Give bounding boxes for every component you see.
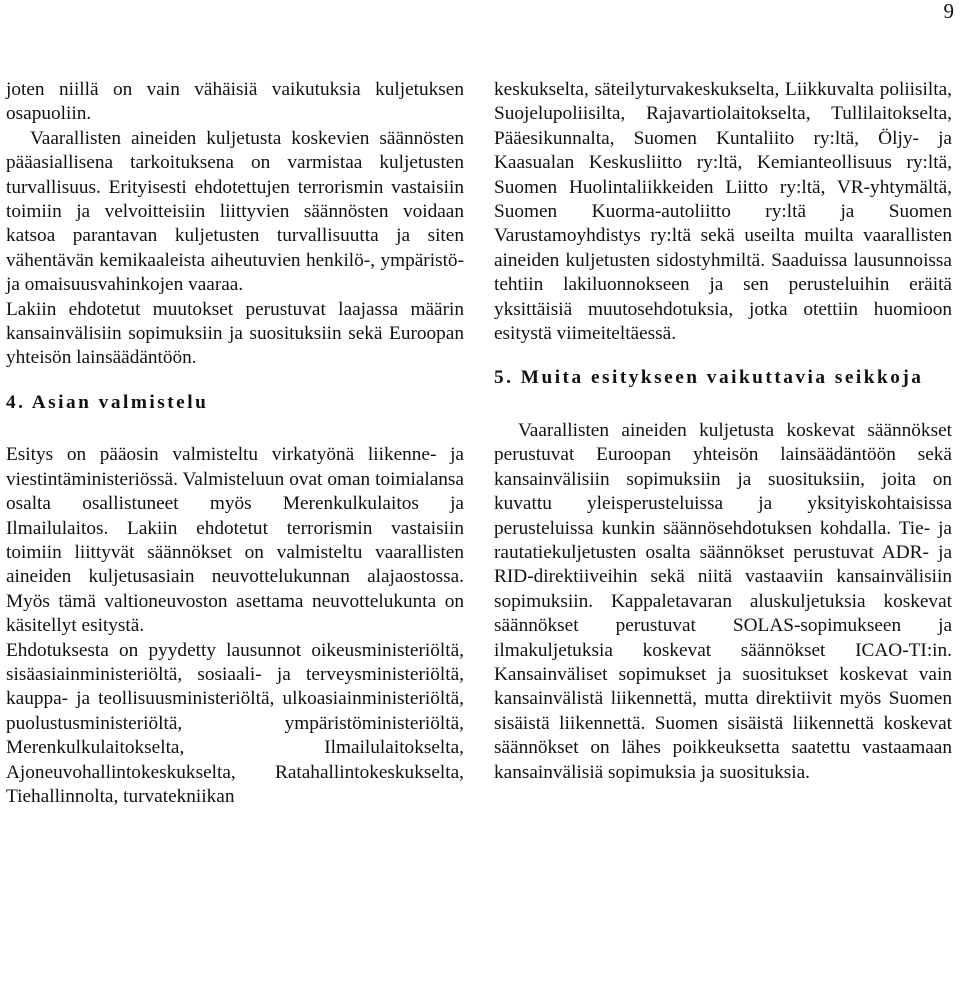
right-paragraph-1: keskukselta, säteilyturvakeskukselta, Liikkuvalta poliisilta, Suojelupoliisilta, Rajavartiolaitokselta, Tullilaitokselta, Pääesikunnalta, Suomen Kuntaliito ry:ltä, Öljy- ja Kaasualan Keskusliitto ry:ltä, Kemianteollisuus ry:ltä, Suomen Huolintaliikkeiden Liitto ry:ltä, VR-yhtymältä, Suomen Kuorma-autoliitto ry:ltä ja Suomen Varustamoyhdistys ry:ltä sekä useilta muilta vaarallisten aineiden kuljetusten sidostyhmiltä. Saaduissa lausunnoissa tehtiin lakiluonnokseen ja sen perusteluihin eräitä yksittäisiä muutosehdotuksia, jotka otettiin huomioon esitystä viimeiteltäessä.: [494, 79, 952, 345]
section-heading-5: 5. Muita esitykseen vaikuttavia seikkoja: [494, 367, 924, 389]
left-paragraph-3: Lakiin ehdotetut muutokset perustuvat laajassa määrin kansainvälisiin sopimuksiin ja suosituksiin sekä Euroopan yhteisön lainsäädäntöön.: [6, 298, 464, 369]
section-heading-4: 4. Asian valmistelu: [6, 391, 209, 413]
right-paragraph-2: Vaarallisten aineiden kuljetusta koskevat säännökset perustuvat Euroopan yhteisön lainsäädäntöön sekä kansainvälisiin sopimuksiin ja suosituksiin, joita on kuvattu yleisperusteluissa ja yksityiskohtaisissa perusteluissa kunkin säännösehdotuksen kohdalla. Tie- ja rautatiekuljetusten osalta säännökset perustuvat ADR- ja RID-direktiiveihin sekä niitä vastaaviin kansainvälisiin sopimuksiin. Kappaletavaran aluskuljetuksia koskevat säännökset perustuvat SOLAS-sopimukseen ja ilmakuljetuksia koskevat säännökset ICAO-TI:in. Kansainväliset sopimukset ja suositukset koskevat vain kansainvälistä liikennettä, mutta direktiivit myös Suomen sisäistä liikennettä. Suomen sisäistä liikennettä koskevat säännökset on lähes poikkeuksetta saatettu vastaamaan kansainvälisiä sopimuksia ja suosituksia.: [494, 419, 952, 783]
left-paragraph-2: Vaarallisten aineiden kuljetusta koskevien säännösten pääasiallisena tarkoituksena on varmistaa kuljetusten turvallisuus. Erityisesti ehdotettujen terrorismin vastaisiin toimiin ja velvoitteisiin liittyvien säännösten voidaan katsoa parantavan kuljetusten turvallisuutta ja siten vähentävän kemikaaleista aiheutuvien henkilö-, ympäristö- ja omaisuusvahinkojen vaaraa.: [6, 127, 464, 296]
left-paragraph-5: Ehdotuksesta on pyydetty lausunnot oikeusministeriöltä, sisäasiainministeriöltä, sosiaali- ja terveysministeriöltä, kauppa- ja teollisuusministeriöltä, ulkoasiainministeriöltä, puolustusministeriöltä, ympäristöministeriöltä, Merenkulkulaitokselta, Ilmailulaitokselta, Ajoneuvohallintokeskukselta, Ratahallintokeskukselta, Tiehallinnolta, turvatekniikan: [6, 639, 464, 807]
left-paragraph-1: joten niillä on vain vähäisiä vaikutuksia kuljetuksen osapuoliin.: [6, 79, 464, 125]
page-number: 9: [943, 0, 954, 23]
left-paragraph-4: Esitys on pääosin valmisteltu virkatyönä liikenne- ja viestintäministeriössä. Valmisteluun ovat oman toimialansa osalta osallistuneet myös Merenkulkulaitos ja Ilmailulaitos. Lakiin ehdotetut terrorismin vastaisiin toimiin liittyvät säännökset on valmisteltu vaarallisten aineiden kuljetusasiain neuvottelukunnan alajaostossa. Myös tämä valtioneuvoston asettama neuvottelukunta on käsitellyt esitystä.: [6, 444, 464, 637]
left-column: [6, 78, 464, 809]
right-column: [494, 78, 952, 785]
